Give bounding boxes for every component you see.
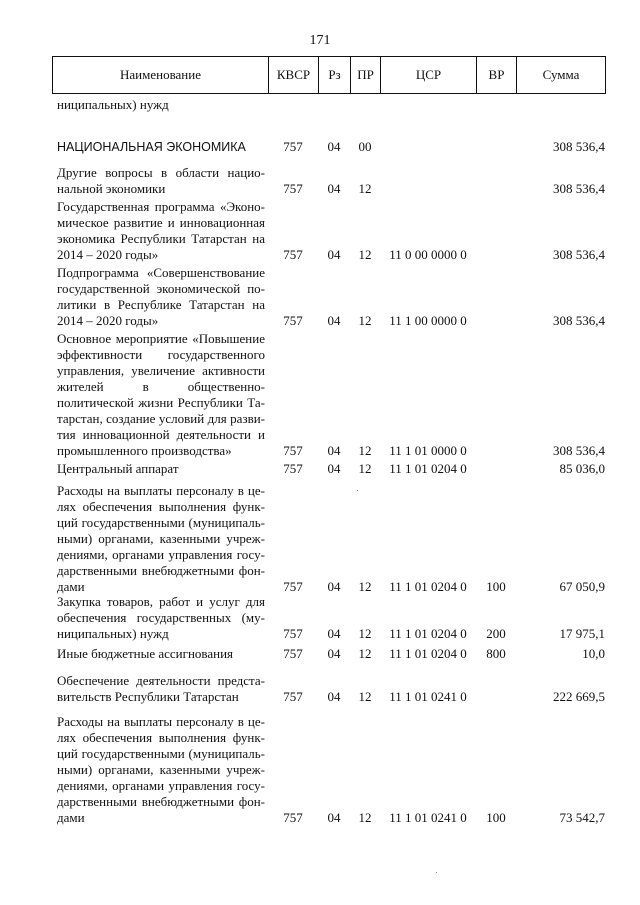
- row-csr: 11 1 01 0204 0: [389, 579, 467, 594]
- row-name-line: ций государственными (муниципаль-: [57, 746, 265, 761]
- table-row: [0, 139, 640, 155]
- row-name-line: тарстан, создание условий для разви-: [57, 411, 265, 426]
- row-sum: 85 036,0: [559, 461, 605, 476]
- row-sum: 308 536,4: [553, 247, 605, 262]
- row-name-line: дами: [57, 579, 85, 594]
- row-name-line: лях обеспечения выполнения функ-: [57, 499, 265, 514]
- row-vr: 800: [486, 646, 506, 661]
- page-number: 171: [309, 33, 331, 48]
- row-kvsr: 757: [283, 443, 303, 458]
- column-header-vr: ВР: [477, 57, 517, 94]
- row-name-line: ными) органами, казенными учреж-: [57, 762, 265, 777]
- row-csr: 11 1 01 0204 0: [389, 626, 467, 641]
- row-name-line: Центральный аппарат: [57, 461, 179, 476]
- row-name-line: Государственная программа «Эконо-: [57, 199, 265, 214]
- row-name-line: политической жизни Республики Та-: [57, 395, 265, 410]
- row-name-line: вительств Республики Татарстан: [57, 689, 239, 704]
- table-row: [0, 199, 640, 263]
- row-name-line: тия инновационной деятельности и: [57, 427, 265, 442]
- table-row: [0, 714, 640, 826]
- table-row: [0, 673, 640, 705]
- row-pr: 12: [358, 689, 372, 704]
- row-kvsr: 757: [283, 139, 303, 154]
- row-sum: 308 536,4: [553, 181, 605, 196]
- table-row: [0, 165, 640, 197]
- row-name-line: ными) органами, казенными учреж-: [57, 531, 265, 546]
- column-header-kvsr: КВСР: [269, 57, 319, 94]
- row-name-line: дарственными внебюджетными фон-: [57, 563, 265, 578]
- row-name: [57, 265, 265, 329]
- scan-speck: [357, 490, 358, 491]
- row-kvsr: 757: [283, 646, 303, 661]
- table-row: [0, 483, 640, 595]
- row-name-line: дами: [57, 810, 85, 825]
- row-pr: 12: [358, 181, 372, 196]
- row-name-line: Расходы на выплаты персоналу в це-: [57, 483, 265, 498]
- row-name: [57, 331, 265, 459]
- row-sum: 308 536,4: [553, 313, 605, 328]
- row-csr: 11 1 00 0000 0: [389, 313, 467, 328]
- row-kvsr: 757: [283, 689, 303, 704]
- row-rz: 04: [327, 626, 341, 641]
- table-header: [52, 56, 606, 94]
- table-row: [0, 97, 640, 113]
- row-pr: 12: [358, 461, 372, 476]
- row-name-line: НАЦИОНАЛЬНАЯ ЭКОНОМИКА: [57, 140, 246, 154]
- row-vr: 200: [486, 626, 506, 641]
- row-name-line: ниципальных) нужд: [57, 97, 169, 112]
- row-rz: 04: [327, 810, 341, 825]
- table-row: [0, 265, 640, 329]
- row-pr: 12: [358, 626, 372, 641]
- row-name-line: ций государственными (муниципаль-: [57, 515, 265, 530]
- column-header-name: Наименование: [53, 57, 269, 94]
- row-name-line: Подпрограмма «Совершенствование: [57, 265, 265, 280]
- row-kvsr: 757: [283, 181, 303, 196]
- row-csr: 11 1 01 0000 0: [389, 443, 467, 458]
- row-pr: 00: [358, 139, 372, 154]
- row-rz: 04: [327, 646, 341, 661]
- row-name-line: дениями, органами управления госу-: [57, 547, 265, 562]
- row-kvsr: 757: [283, 461, 303, 476]
- row-rz: 04: [327, 461, 341, 476]
- row-name-line: государственной экономической по-: [57, 281, 265, 296]
- row-name: [57, 165, 265, 197]
- row-name-line: эффективности государственного: [57, 347, 265, 362]
- row-name: [57, 97, 265, 113]
- row-kvsr: 757: [283, 579, 303, 594]
- row-rz: 04: [327, 181, 341, 196]
- row-name-line: литики в Республике Татарстан на: [57, 297, 265, 312]
- row-name-line: обеспечения государственных (му-: [57, 610, 265, 625]
- row-name: [57, 646, 265, 662]
- row-sum: 73 542,7: [559, 810, 605, 825]
- row-name-line: лях обеспечения выполнения функ-: [57, 730, 265, 745]
- row-pr: 12: [358, 313, 372, 328]
- row-name-line: Расходы на выплаты персоналу в це-: [57, 714, 265, 729]
- row-sum: 67 050,9: [559, 579, 605, 594]
- row-csr: 11 1 01 0204 0: [389, 461, 467, 476]
- row-kvsr: 757: [283, 810, 303, 825]
- row-pr: 12: [358, 646, 372, 661]
- row-rz: 04: [327, 689, 341, 704]
- row-sum: 308 536,4: [553, 139, 605, 154]
- row-name-line: Закупка товаров, работ и услуг для: [57, 594, 265, 609]
- row-vr: 100: [486, 579, 506, 594]
- table-row: [0, 331, 640, 459]
- row-vr: 100: [486, 810, 506, 825]
- row-csr: 11 1 01 0241 0: [389, 810, 467, 825]
- row-csr: 11 1 01 0204 0: [389, 646, 467, 661]
- table-row: [0, 594, 640, 642]
- row-rz: 04: [327, 139, 341, 154]
- row-rz: 04: [327, 443, 341, 458]
- row-rz: 04: [327, 579, 341, 594]
- row-name-line: 2014 – 2020 годы»: [57, 313, 159, 328]
- row-sum: 10,0: [582, 646, 605, 661]
- row-name-line: Обеспечение деятельности предста-: [57, 673, 265, 688]
- row-kvsr: 757: [283, 626, 303, 641]
- row-pr: 12: [358, 247, 372, 262]
- row-name-line: мическое развитие и инновационная: [57, 215, 265, 230]
- row-sum: 222 669,5: [553, 689, 605, 704]
- row-name: [57, 139, 265, 155]
- row-name: [57, 483, 265, 595]
- column-header-csr: ЦСР: [381, 57, 477, 94]
- row-name-line: 2014 – 2020 годы»: [57, 247, 159, 262]
- row-name-line: управления, увеличение активности: [57, 363, 265, 378]
- row-kvsr: 757: [283, 247, 303, 262]
- row-sum: 17 975,1: [559, 626, 605, 641]
- column-header-rz: Рз: [319, 57, 351, 94]
- row-name: [57, 714, 265, 826]
- row-name-line: ниципальных) нужд: [57, 626, 169, 641]
- column-header-sum: Сумма: [517, 57, 606, 94]
- row-name-line: Основное мероприятие «Повышение: [57, 331, 265, 346]
- column-header-pr: ПР: [351, 57, 381, 94]
- row-name: [57, 199, 265, 263]
- row-name-line: дарственными внебюджетными фон-: [57, 794, 265, 809]
- row-sum: 308 536,4: [553, 443, 605, 458]
- row-rz: 04: [327, 313, 341, 328]
- row-name-line: нальной экономики: [57, 181, 166, 196]
- table-row: [0, 646, 640, 662]
- scan-speck: [436, 872, 437, 873]
- row-pr: 12: [358, 810, 372, 825]
- row-csr: 11 1 01 0241 0: [389, 689, 467, 704]
- row-name-line: промышленного производства»: [57, 443, 232, 458]
- row-name: [57, 673, 265, 705]
- row-name-line: Иные бюджетные ассигнования: [57, 646, 234, 661]
- row-kvsr: 757: [283, 313, 303, 328]
- row-rz: 04: [327, 247, 341, 262]
- row-name: [57, 594, 265, 642]
- table-row: [0, 461, 640, 477]
- row-pr: 12: [358, 579, 372, 594]
- row-name-line: жителей в общественно-: [57, 379, 265, 394]
- row-name: [57, 461, 265, 477]
- row-pr: 12: [358, 443, 372, 458]
- row-csr: 11 0 00 0000 0: [389, 247, 467, 262]
- row-name-line: экономика Республики Татарстан на: [57, 231, 265, 246]
- row-name-line: дениями, органами управления госу-: [57, 778, 265, 793]
- row-name-line: Другие вопросы в области нацио-: [57, 165, 265, 180]
